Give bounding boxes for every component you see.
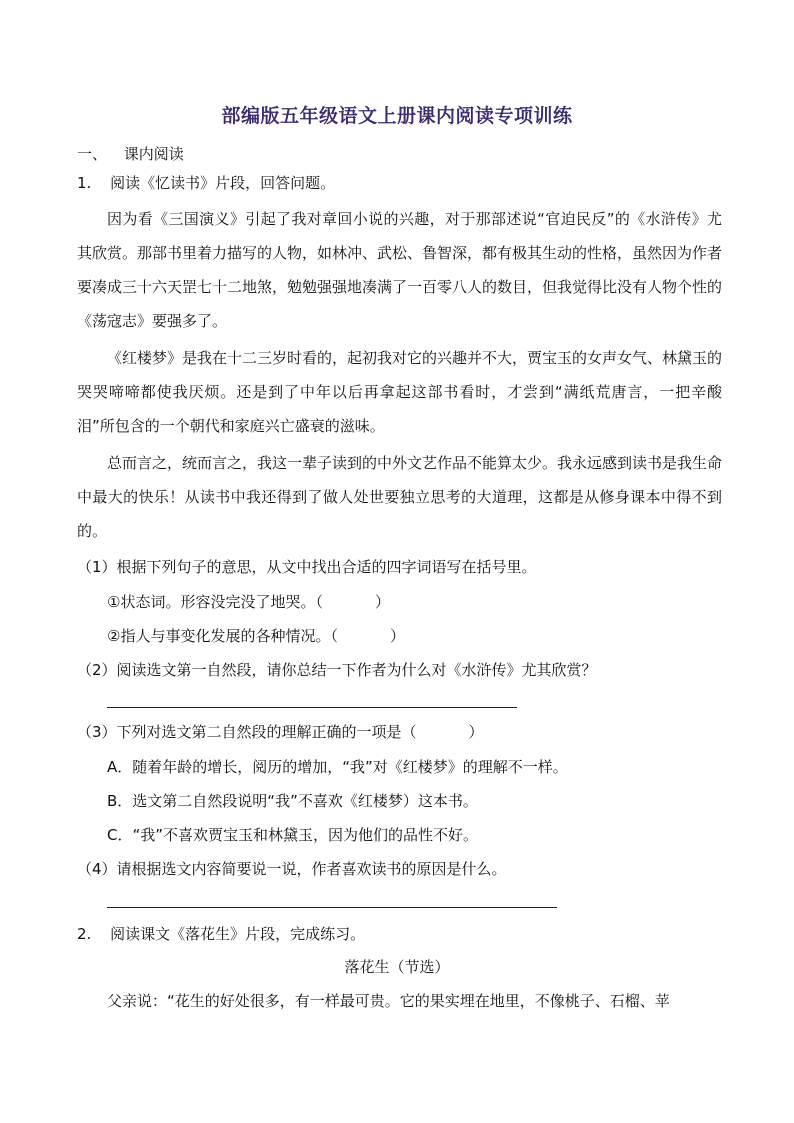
option-b: B．选文第二自然段说明“我”不喜欢《红楼梦）这本书。 bbox=[107, 792, 478, 810]
passage-paragraph-1: 因为看《三国演义》引起了我对章回小说的兴趣，对于那部述说“官迫民反”的《水浒传》尤其欣赏。那部书里着力描写的人物，如林冲、武松、鲁智深，都有极其生动的性格，虽然因为作者要凑成三十六天罡七十二地煞，勉勉强强地凑满了一百零八人的数目，但我觉得比没有人物个性的《荡寇志》要强多了。 bbox=[77, 210, 723, 330]
sub-question-2-prompt: （2）阅读选文第一自然段，请你总结一下作者为什么对《水浒传》尤其欣赏？ bbox=[77, 661, 597, 679]
question-1-number: 1. bbox=[77, 174, 92, 192]
sub-question-3-close-paren: ） bbox=[468, 723, 484, 741]
question-2-number: 2. bbox=[77, 925, 92, 943]
sub-question-1-prompt: （1）根据下列句子的意思，从文中找出合适的四字词语写在括号里。 bbox=[77, 558, 537, 576]
sub-question-1-item-1 bbox=[107, 591, 390, 614]
sub-question-3-prompt bbox=[77, 721, 484, 744]
section-number: 一、 bbox=[77, 145, 108, 163]
passage-paragraph-3: 总而言之，统而言之，我这一辈子读到的中外文艺作品不能算太少。我永远感到读书是我生命中最大的快乐！从读书中我还得到了做人处世要独立思考的大道理，这都是从修身课本中得不到的。 bbox=[77, 454, 723, 540]
sub-question-2-answer-line[interactable] bbox=[107, 707, 517, 708]
question-1-heading bbox=[77, 172, 335, 195]
passage-2-first-line: 父亲说：“花生的好处很多，有一样最可贵。它的果实埋在地里，不像桃子、石榴、苹 bbox=[107, 992, 670, 1010]
sub-question-3-text: （3）下列对选文第二自然段的理解正确的一项是（ bbox=[77, 723, 417, 741]
option-a: A．随着年龄的增长，阅历的增加，“我”对《红楼梦》的理解不一样。 bbox=[107, 758, 568, 776]
question-2-instruction: 阅读课文《落花生》片段，完成练习。 bbox=[110, 925, 366, 943]
question-2-heading bbox=[77, 923, 365, 946]
section-heading bbox=[77, 143, 184, 166]
section-label: 课内阅读 bbox=[123, 145, 184, 163]
item-1-close-paren: ） bbox=[374, 593, 390, 611]
passage-paragraph-2: 《红楼梦》是我在十二三岁时看的，起初我对它的兴趣并不大，贾宝玉的女声女气、林黛玉的哭哭啼啼都使我厌烦。还是到了中年以后再拿起这部书看时，才尝到“满纸荒唐言，一把辛酸泪”所包含的一个朝代和家庭兴亡盛衰的滋味。 bbox=[77, 349, 723, 435]
item-2-text: ②指人与事变化发展的各种情况。（ bbox=[107, 627, 338, 645]
option-c: C．“我”不喜欢贾宝玉和林黛玉，因为他们的品性不好。 bbox=[107, 826, 479, 844]
document-title: 部编版五年级语文上册课内阅读专项训练 bbox=[221, 105, 573, 127]
item-2-close-paren: ） bbox=[389, 627, 405, 645]
item-1-text: ①状态词。形容没完没了地哭。（ bbox=[107, 593, 323, 611]
sub-question-4-prompt: （4）请根据选文内容简要说一说，作者喜欢读书的原因是什么。 bbox=[77, 860, 507, 878]
sub-question-1-item-2 bbox=[107, 625, 405, 648]
sub-question-4-answer-line[interactable] bbox=[107, 907, 557, 908]
question-1-instruction: 阅读《忆读书》片段，回答问题。 bbox=[110, 174, 336, 192]
passage-2-title: 落花生（节选） bbox=[344, 958, 450, 976]
